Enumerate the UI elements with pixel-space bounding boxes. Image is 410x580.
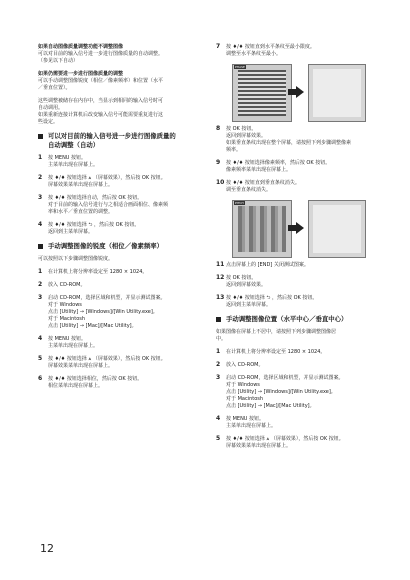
- page-number: 12: [40, 542, 54, 555]
- step-item: 8 按 OK 按钮。 返回到屏幕效果。 如果垂直条纹出现在整个屏幕，请按照下列步骤调整像素 频率。: [216, 125, 352, 153]
- intro-memory-line: 自动调用。: [38, 105, 64, 111]
- step-item: 3 启动 CD-ROM，选择区域和机型，并显示测试图案。 对于 Windows 点击 [Utility] → [Windows]/[Win Utility.exe]。 对于 Macintosh 点击 [Utility] → [Mac]/[Mac Utility]。: [38, 294, 166, 329]
- monitor-screen-after: [308, 64, 366, 122]
- phase-figure: [232, 64, 382, 126]
- step-item: 4 按 MENU 按钮。 主菜单出现在屏幕上。: [216, 415, 277, 429]
- intro-manual-block: [38, 71, 204, 92]
- bullet-square-icon: [38, 244, 43, 249]
- step-item: 3 启动 CD-ROM，选择区域和机型，并显示测试图案。 对于 Windows 点击 [Utility] → [Windows]/[Win Utility.exe]。 对于 Macintosh 点击 [Utility] → [Mac]/[Mac Utility]。: [216, 374, 344, 409]
- osd-label: PITCH: [235, 201, 244, 205]
- bullet-square-icon: [38, 134, 43, 139]
- right-column: [216, 44, 382, 456]
- intro-memory-line: 这些调整被储存在内存中，当显示到相同的输入信号时可: [38, 98, 164, 104]
- step-number: 1: [216, 348, 221, 355]
- intro-auto-line: 可以对目前的输入信号进一步进行图像质量的自动调整。: [38, 51, 164, 57]
- step-number: 11: [216, 261, 225, 268]
- arrow-right-icon: [296, 86, 304, 98]
- intro-manual-line: 可以手动调整图像锐度（相位／像素频率）和位置（水平: [38, 78, 164, 84]
- arrow-right-icon: [296, 222, 304, 234]
- step-number: 4: [38, 221, 43, 228]
- step-item: 2 按 ♦/♦ 按钮选择 ⩓ （屏幕效果），然后按 OK 按钮。 屏幕效果菜单出现在屏幕上。: [38, 174, 166, 188]
- step-number: 2: [38, 174, 43, 181]
- step-number: 4: [38, 335, 43, 342]
- step-item: 12 按 OK 按钮。 返回到屏幕效果。: [216, 274, 267, 288]
- step-item: 1 在计算机上将分辨率设定至 1280 × 1024。: [38, 268, 148, 275]
- step-item: 1 在计算机上将分辨率设定至 1280 × 1024。: [216, 348, 326, 355]
- step-item: 1 按 MENU 按钮。 主菜单出现在屏幕上。: [38, 154, 99, 168]
- step-number: 8: [216, 125, 221, 132]
- step-number: 2: [38, 281, 43, 288]
- left-column: [38, 44, 204, 396]
- bullet-square-icon: [216, 317, 221, 322]
- step-item: 9 按 ♦/♦ 按钮选择像素频率，然后按 OK 按钮。 像素频率菜单出现在屏幕上。: [216, 159, 331, 173]
- step-item: 6 按 ♦/♦ 按钮选择相位，然后按 OK 按钮。 相位菜单出现在屏幕上。: [38, 375, 143, 389]
- step-number: 4: [216, 415, 221, 422]
- monitor-screen-before: [232, 200, 292, 258]
- intro-memory-block: [38, 98, 204, 126]
- step-number: 2: [216, 361, 221, 368]
- step-number: 3: [216, 374, 221, 381]
- section-intro: 可以按照以下步骤调整图像锐度。: [38, 256, 114, 262]
- intro-auto-line: （参见以下自动）: [38, 58, 79, 64]
- monitor-screen-before: [232, 64, 292, 122]
- intro-manual-line: ／垂直位置）。: [38, 85, 71, 91]
- step-item: 13 按 ♦/♦ 按钮选择 ⮌ ，然后按 OK 按钮。 返回到主菜单屏幕。: [216, 294, 318, 308]
- intro-manual-title: 如果仍需要进一步进行图像质量的调整: [38, 71, 124, 77]
- step-number: 1: [38, 268, 43, 275]
- step-item: 5 按 ♦/♦ 按钮选择 ⩓ （屏幕效果），然后按 OK 按钮。 屏幕效果菜单出现在屏幕上。: [38, 355, 166, 369]
- vertical-stripes-pattern: [238, 206, 286, 252]
- section-heading-manual-sharpness: 手动调整图像的锐度（相位／像素频率）: [38, 242, 204, 251]
- intro-auto-title: 如果自动图像质量调整功能不调整图像: [38, 44, 124, 50]
- step-item: 11 点击屏幕上的 [END] 关闭测试图案。: [216, 261, 309, 268]
- step-number: 7: [216, 43, 221, 50]
- section-heading-auto: 可以对目前的输入信号进一步进行图像质量的 自动调整（自动）: [38, 132, 204, 150]
- intro-memory-line: 如果重新连接计算机后改变输入信号可能需要重复进行这: [38, 112, 164, 118]
- step-number: 6: [38, 375, 43, 382]
- monitor-screen-after: [308, 200, 366, 258]
- osd-label: PHASE: [235, 65, 245, 69]
- step-number: 9: [216, 159, 221, 166]
- step-item: 5 按 ♦/♦ 按钮选择 ⩓ （屏幕效果），然后按 OK 按钮。 屏幕效果菜单出现在屏幕上。: [216, 435, 344, 449]
- step-item: 10 按 ♦/♦ 按钮直到垂直条纹消失。 调至垂直条纹消失。: [216, 179, 300, 193]
- section-heading-position: 手动调整图像位置（水平中心／垂直中心）: [216, 315, 382, 324]
- step-number: 5: [216, 435, 221, 442]
- step-item: 2 放入 CD-ROM。: [38, 281, 86, 288]
- step-item: 3 按 ♦/♦ 按钮选择自动，然后按 OK 按钮。 对于目前的输入信号进行与之相适合画面相位、像素频 率和水平／垂直位置的调整。: [38, 194, 169, 215]
- step-item: 4 按 ♦/♦ 按钮选择 ⮌ ，然后按 OK 按钮。 返回到主菜单屏幕。: [38, 221, 140, 235]
- step-number: 5: [38, 355, 43, 362]
- step-number: 3: [38, 294, 43, 301]
- step-number: 12: [216, 274, 225, 281]
- intro-memory-line: 些设定。: [38, 119, 59, 125]
- step-number: 13: [216, 294, 225, 301]
- section-intro: 如果图像在屏幕上不居中，请按照下列步骤调整图像居 中。: [216, 329, 337, 342]
- step-number: 1: [38, 154, 43, 161]
- intro-auto-block: [38, 44, 204, 65]
- step-item: 2 放入 CD-ROM。: [216, 361, 264, 368]
- pitch-figure: [232, 200, 382, 262]
- step-item: 7 按 ♦/♦ 按钮直到水平条纹至最小限度。 调整至水平条纹至最小。: [216, 43, 315, 57]
- horizontal-stripes-pattern: [238, 70, 286, 116]
- step-item: 4 按 MENU 按钮。 主菜单出现在屏幕上。: [38, 335, 99, 349]
- step-number: 10: [216, 179, 225, 186]
- step-number: 3: [38, 194, 43, 201]
